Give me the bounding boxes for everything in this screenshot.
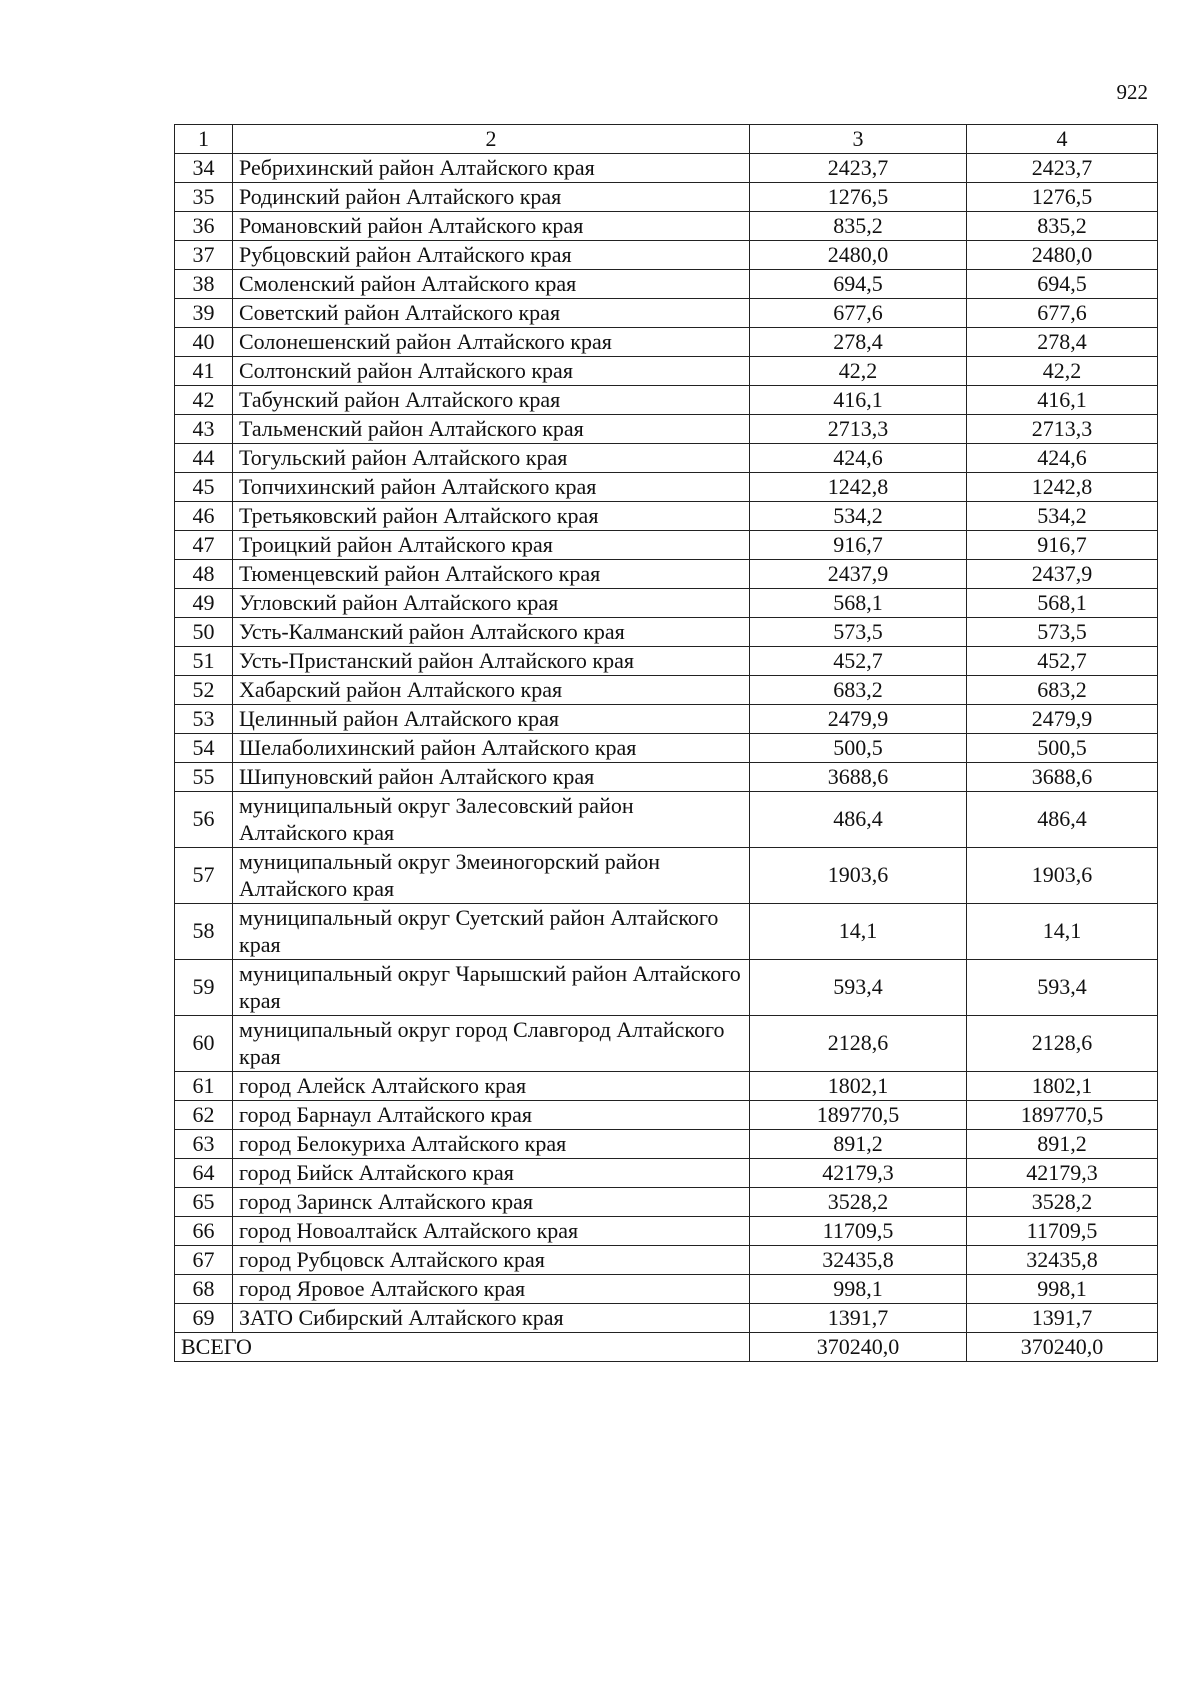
total-label: ВСЕГО (175, 1333, 750, 1362)
value-col4: 11709,5 (967, 1217, 1158, 1246)
value-col3: 14,1 (750, 904, 967, 960)
value-col3: 3528,2 (750, 1188, 967, 1217)
row-number: 41 (175, 357, 233, 386)
header-cell-col3: 3 (750, 125, 967, 154)
municipality-name: город Алейск Алтайского края (233, 1072, 750, 1101)
row-number: 35 (175, 183, 233, 212)
municipality-name: Троицкий район Алтайского края (233, 531, 750, 560)
municipality-name: муниципальный округ Змеиногорский район Алтайского края (233, 848, 750, 904)
municipality-name: Усть-Пристанский район Алтайского края (233, 647, 750, 676)
municipality-name: ЗАТО Сибирский Алтайского края (233, 1304, 750, 1333)
table-row (175, 960, 1158, 1016)
row-number: 55 (175, 763, 233, 792)
municipality-name: Угловский район Алтайского края (233, 589, 750, 618)
table-row (175, 212, 1158, 241)
value-col3: 677,6 (750, 299, 967, 328)
value-col4: 32435,8 (967, 1246, 1158, 1275)
value-col4: 1391,7 (967, 1304, 1158, 1333)
table-row (175, 444, 1158, 473)
row-number: 47 (175, 531, 233, 560)
value-col4: 3528,2 (967, 1188, 1158, 1217)
value-col4: 568,1 (967, 589, 1158, 618)
row-number: 38 (175, 270, 233, 299)
value-col3: 42,2 (750, 357, 967, 386)
table-row (175, 1159, 1158, 1188)
value-col4: 593,4 (967, 960, 1158, 1016)
value-col4: 452,7 (967, 647, 1158, 676)
value-col3: 189770,5 (750, 1101, 967, 1130)
table-row (175, 676, 1158, 705)
value-col4: 534,2 (967, 502, 1158, 531)
row-number: 43 (175, 415, 233, 444)
value-col4: 278,4 (967, 328, 1158, 357)
row-number: 39 (175, 299, 233, 328)
row-number: 46 (175, 502, 233, 531)
municipality-name: муниципальный округ Чарышский район Алтайского края (233, 960, 750, 1016)
municipality-name: Шелаболихинский район Алтайского края (233, 734, 750, 763)
value-col3: 2128,6 (750, 1016, 967, 1072)
table-row (175, 848, 1158, 904)
table-row (175, 1275, 1158, 1304)
row-number: 44 (175, 444, 233, 473)
row-number: 63 (175, 1130, 233, 1159)
value-col3: 1242,8 (750, 473, 967, 502)
municipality-name: Ребрихинский район Алтайского края (233, 154, 750, 183)
row-number: 59 (175, 960, 233, 1016)
value-col4: 2480,0 (967, 241, 1158, 270)
municipality-name: Усть-Калманский район Алтайского края (233, 618, 750, 647)
table-row (175, 415, 1158, 444)
value-col4: 677,6 (967, 299, 1158, 328)
table-row (175, 647, 1158, 676)
value-col4: 916,7 (967, 531, 1158, 560)
table-row (175, 241, 1158, 270)
table-row (175, 386, 1158, 415)
municipality-name: муниципальный округ Суетский район Алтайского края (233, 904, 750, 960)
table-row (175, 1072, 1158, 1101)
municipality-name: город Белокуриха Алтайского края (233, 1130, 750, 1159)
municipality-name: Рубцовский район Алтайского края (233, 241, 750, 270)
value-col3: 2437,9 (750, 560, 967, 589)
value-col4: 694,5 (967, 270, 1158, 299)
municipality-name: Тюменцевский район Алтайского края (233, 560, 750, 589)
value-col3: 1802,1 (750, 1072, 967, 1101)
row-number: 51 (175, 647, 233, 676)
value-col3: 1276,5 (750, 183, 967, 212)
total-value-col4: 370240,0 (967, 1333, 1158, 1362)
row-number: 45 (175, 473, 233, 502)
row-number: 62 (175, 1101, 233, 1130)
value-col3: 11709,5 (750, 1217, 967, 1246)
municipality-name: Родинский район Алтайского края (233, 183, 750, 212)
table-row (175, 1130, 1158, 1159)
table-row (175, 1246, 1158, 1275)
value-col4: 573,5 (967, 618, 1158, 647)
table-row (175, 328, 1158, 357)
page-number: 922 (1116, 80, 1148, 104)
value-col3: 835,2 (750, 212, 967, 241)
table-row (175, 183, 1158, 212)
row-number: 49 (175, 589, 233, 618)
municipality-name: город Новоалтайск Алтайского края (233, 1217, 750, 1246)
total-value-col3: 370240,0 (750, 1333, 967, 1362)
value-col4: 2128,6 (967, 1016, 1158, 1072)
value-col3: 916,7 (750, 531, 967, 560)
municipality-name: Солонешенский район Алтайского края (233, 328, 750, 357)
value-col3: 452,7 (750, 647, 967, 676)
table-row (175, 1217, 1158, 1246)
municipality-name: муниципальный округ город Славгород Алтайского края (233, 1016, 750, 1072)
value-col3: 891,2 (750, 1130, 967, 1159)
value-col3: 694,5 (750, 270, 967, 299)
municipality-name: Солтонский район Алтайского края (233, 357, 750, 386)
value-col3: 593,4 (750, 960, 967, 1016)
row-number: 64 (175, 1159, 233, 1188)
table-row (175, 589, 1158, 618)
table-row (175, 299, 1158, 328)
value-col3: 278,4 (750, 328, 967, 357)
table-header-row (175, 125, 1158, 154)
municipality-name: город Бийск Алтайского края (233, 1159, 750, 1188)
value-col4: 683,2 (967, 676, 1158, 705)
row-number: 50 (175, 618, 233, 647)
municipality-name: город Заринск Алтайского края (233, 1188, 750, 1217)
table-row (175, 502, 1158, 531)
value-col3: 998,1 (750, 1275, 967, 1304)
municipality-name: Советский район Алтайского края (233, 299, 750, 328)
municipality-name: Тальменский район Алтайского края (233, 415, 750, 444)
value-col4: 486,4 (967, 792, 1158, 848)
value-col4: 500,5 (967, 734, 1158, 763)
row-number: 67 (175, 1246, 233, 1275)
table-row (175, 531, 1158, 560)
header-cell-col1: 1 (175, 125, 233, 154)
value-col3: 424,6 (750, 444, 967, 473)
row-number: 53 (175, 705, 233, 734)
municipality-name: муниципальный округ Залесовский район Алтайского края (233, 792, 750, 848)
table-row (175, 154, 1158, 183)
municipality-name: Табунский район Алтайского края (233, 386, 750, 415)
municipality-name: город Барнаул Алтайского края (233, 1101, 750, 1130)
row-number: 58 (175, 904, 233, 960)
budget-table (174, 124, 1158, 1362)
row-number: 69 (175, 1304, 233, 1333)
value-col4: 189770,5 (967, 1101, 1158, 1130)
value-col4: 1276,5 (967, 183, 1158, 212)
value-col3: 1391,7 (750, 1304, 967, 1333)
row-number: 56 (175, 792, 233, 848)
municipality-name: Хабарский район Алтайского края (233, 676, 750, 705)
row-number: 40 (175, 328, 233, 357)
value-col3: 416,1 (750, 386, 967, 415)
table-row (175, 904, 1158, 960)
value-col3: 683,2 (750, 676, 967, 705)
value-col3: 534,2 (750, 502, 967, 531)
row-number: 54 (175, 734, 233, 763)
value-col4: 416,1 (967, 386, 1158, 415)
table-row (175, 1304, 1158, 1333)
value-col4: 1802,1 (967, 1072, 1158, 1101)
value-col4: 835,2 (967, 212, 1158, 241)
table-row (175, 1016, 1158, 1072)
value-col3: 573,5 (750, 618, 967, 647)
table-row (175, 473, 1158, 502)
table-row (175, 763, 1158, 792)
header-cell-col2: 2 (233, 125, 750, 154)
table-total-row (175, 1333, 1158, 1362)
value-col3: 2480,0 (750, 241, 967, 270)
value-col3: 486,4 (750, 792, 967, 848)
row-number: 68 (175, 1275, 233, 1304)
municipality-name: Романовский район Алтайского края (233, 212, 750, 241)
value-col4: 998,1 (967, 1275, 1158, 1304)
value-col3: 2713,3 (750, 415, 967, 444)
table-row (175, 1101, 1158, 1130)
row-number: 57 (175, 848, 233, 904)
table-row (175, 705, 1158, 734)
municipality-name: Шипуновский район Алтайского края (233, 763, 750, 792)
value-col4: 1903,6 (967, 848, 1158, 904)
value-col3: 2423,7 (750, 154, 967, 183)
value-col4: 2437,9 (967, 560, 1158, 589)
value-col4: 42,2 (967, 357, 1158, 386)
value-col4: 891,2 (967, 1130, 1158, 1159)
municipality-name: Топчихинский район Алтайского края (233, 473, 750, 502)
row-number: 34 (175, 154, 233, 183)
row-number: 60 (175, 1016, 233, 1072)
value-col4: 14,1 (967, 904, 1158, 960)
row-number: 61 (175, 1072, 233, 1101)
municipality-name: Третьяковский район Алтайского края (233, 502, 750, 531)
row-number: 42 (175, 386, 233, 415)
row-number: 37 (175, 241, 233, 270)
value-col3: 32435,8 (750, 1246, 967, 1275)
value-col3: 500,5 (750, 734, 967, 763)
table-row (175, 357, 1158, 386)
value-col4: 424,6 (967, 444, 1158, 473)
value-col3: 3688,6 (750, 763, 967, 792)
value-col3: 42179,3 (750, 1159, 967, 1188)
row-number: 52 (175, 676, 233, 705)
value-col4: 42179,3 (967, 1159, 1158, 1188)
table-row (175, 792, 1158, 848)
municipality-name: Тогульский район Алтайского края (233, 444, 750, 473)
municipality-name: город Яровое Алтайского края (233, 1275, 750, 1304)
value-col4: 3688,6 (967, 763, 1158, 792)
row-number: 65 (175, 1188, 233, 1217)
value-col3: 1903,6 (750, 848, 967, 904)
value-col4: 2423,7 (967, 154, 1158, 183)
municipality-name: город Рубцовск Алтайского края (233, 1246, 750, 1275)
row-number: 66 (175, 1217, 233, 1246)
table-row (175, 1188, 1158, 1217)
table-row (175, 734, 1158, 763)
header-cell-col4: 4 (967, 125, 1158, 154)
value-col4: 1242,8 (967, 473, 1158, 502)
table-row (175, 270, 1158, 299)
value-col3: 2479,9 (750, 705, 967, 734)
table-row (175, 618, 1158, 647)
municipality-name: Смоленский район Алтайского края (233, 270, 750, 299)
row-number: 36 (175, 212, 233, 241)
row-number: 48 (175, 560, 233, 589)
value-col3: 568,1 (750, 589, 967, 618)
table-row (175, 560, 1158, 589)
value-col4: 2713,3 (967, 415, 1158, 444)
value-col4: 2479,9 (967, 705, 1158, 734)
municipality-name: Целинный район Алтайского края (233, 705, 750, 734)
